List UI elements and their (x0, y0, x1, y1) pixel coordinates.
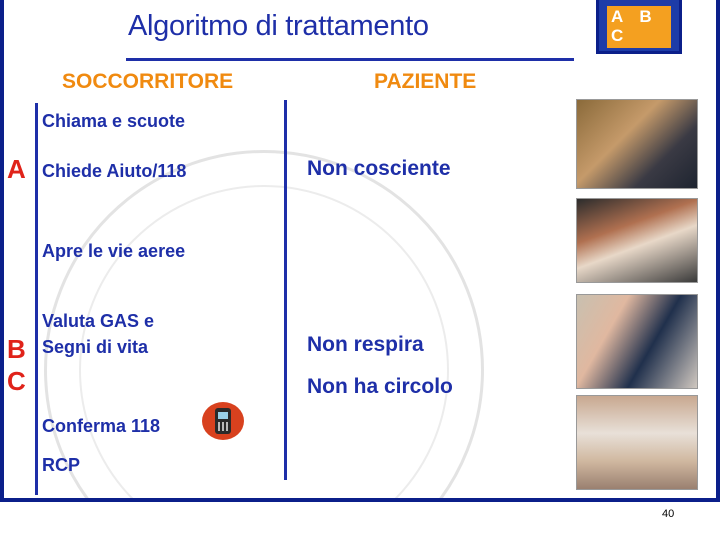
slide-title: Algoritmo di trattamento (128, 10, 429, 42)
letter-c: C (7, 366, 26, 396)
state-non-respira: Non respira (307, 333, 424, 356)
state-non-cosciente: Non cosciente (307, 157, 451, 180)
phone-screen (218, 412, 228, 419)
step-conferma-118: Conferma 118 (42, 416, 161, 436)
mobile-phone-icon (202, 402, 244, 440)
state-non-ha-circolo: Non ha circolo (307, 375, 453, 398)
phone-keypad (218, 422, 228, 431)
center-divider (284, 100, 287, 480)
phone-body (215, 408, 231, 434)
photo-cpr (576, 395, 698, 490)
letter-b: B (7, 334, 26, 364)
step-valuta-gas: Valuta GAS e (42, 311, 155, 331)
photo-open-airway (576, 198, 698, 283)
step-chiede-aiuto: Chiede Aiuto/118 (42, 161, 187, 181)
page-number: 40 (662, 508, 675, 520)
photo-check-responsiveness (576, 99, 698, 189)
rescuer-column-heading: SOCCORRITORE (62, 70, 234, 93)
title-underline (126, 58, 574, 61)
step-apre-vie-aeree: Apre le vie aeree (42, 241, 186, 261)
step-chiama: Chiama e scuote (42, 111, 186, 131)
abc-logo-badge (607, 6, 671, 48)
step-rcp: RCP (42, 455, 81, 475)
abc-logo (596, 0, 682, 54)
photo-assess-breathing (576, 294, 698, 389)
step-segni-di-vita: Segni di vita (42, 337, 149, 357)
letter-a: A (7, 154, 26, 184)
patient-column-heading: PAZIENTE (374, 70, 477, 93)
abc-logo-text: A B C (611, 7, 658, 45)
left-divider (35, 103, 38, 495)
